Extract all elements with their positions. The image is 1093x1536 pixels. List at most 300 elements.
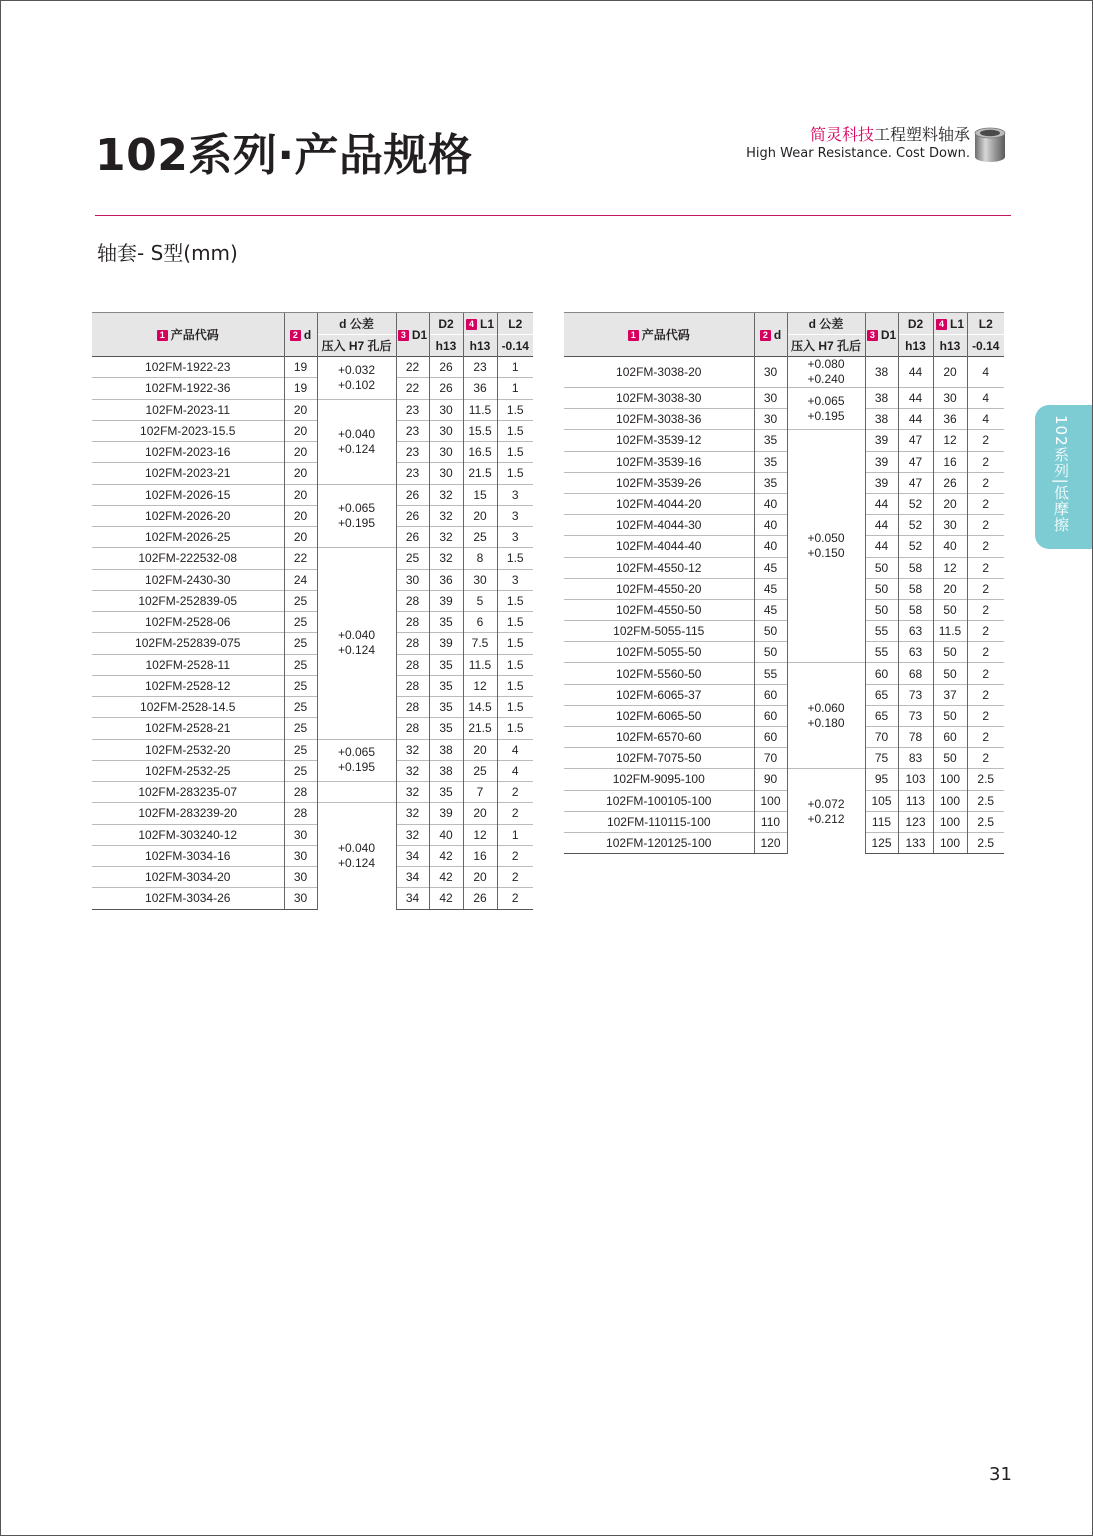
d2-cell: 38 [429,760,463,781]
tolerance-cell [317,399,396,484]
product-code-cell: 102FM-2023-16 [92,442,284,463]
l2-cell: 1 [497,378,533,399]
l2-cell: 2.5 [967,769,1004,790]
page-title: 102系列·产品规格 [95,130,473,181]
d2-cell: 30 [429,399,463,420]
table-row [564,451,1004,472]
l2-cell: 1.5 [497,548,533,569]
d2-cell: 30 [429,420,463,441]
l2-cell: 3 [497,505,533,526]
l1-cell: 7.5 [463,633,497,654]
d-cell: 60 [754,684,787,705]
product-code-cell: 102FM-4550-50 [564,599,754,620]
header-l1 [463,313,497,335]
product-code-cell: 102FM-2528-12 [92,675,284,696]
d2-cell: 52 [898,515,933,536]
d1-cell: 28 [396,675,429,696]
l2-cell: 4 [967,357,1004,388]
l2-cell: 1.5 [497,399,533,420]
d-cell: 25 [284,739,317,760]
d-cell: 25 [284,675,317,696]
d1-cell: 50 [865,557,898,578]
l1-cell: 16.5 [463,442,497,463]
table-row [92,420,533,441]
d-cell: 24 [284,569,317,590]
l1-cell: 23 [463,357,497,378]
header-label: 产品代码 [641,327,690,342]
d-cell: 120 [754,832,787,853]
d2-cell: 35 [429,782,463,803]
d-cell: 19 [284,378,317,399]
l2-cell: 2.5 [967,790,1004,811]
d1-cell: 70 [865,727,898,748]
table-row [92,590,533,611]
d1-cell: 105 [865,790,898,811]
table-row [564,472,1004,493]
d1-cell: 23 [396,463,429,484]
d2-cell: 58 [898,578,933,599]
table-row [92,697,533,718]
table-row [564,409,1004,430]
d2-cell: 58 [898,599,933,620]
product-code-cell: 102FM-2532-25 [92,760,284,781]
d2-cell: 40 [429,824,463,845]
l1-cell: 12 [463,675,497,696]
d1-cell: 28 [396,633,429,654]
d2-cell: 35 [429,718,463,739]
l2-cell: 4 [967,409,1004,430]
product-code-cell: 102FM-1922-36 [92,378,284,399]
l1-cell: 26 [463,888,497,909]
l1-cell: 20 [463,505,497,526]
d1-cell: 39 [865,472,898,493]
header-label: D1 [880,327,897,342]
column-number-badge: 2 [290,330,301,341]
d2-cell: 63 [898,642,933,663]
d2-cell: 32 [429,527,463,548]
l2-cell: 2 [497,888,533,909]
tolerance-cell [317,548,396,739]
table-row [564,515,1004,536]
spec-table-right [564,312,1004,854]
l1-cell: 16 [463,845,497,866]
d-cell: 45 [754,578,787,599]
table-row [92,378,533,399]
spec-table-left-body [92,357,533,910]
d1-cell: 34 [396,867,429,888]
l2-cell: 1.5 [497,697,533,718]
product-code-cell: 102FM-2532-20 [92,739,284,760]
product-code-cell: 102FM-3539-26 [564,472,754,493]
header-d [284,313,317,357]
l2-cell: 1.5 [497,590,533,611]
table-row [564,536,1004,557]
l1-cell: 20 [933,578,967,599]
header-label: D1 [411,327,428,342]
d1-cell: 38 [865,357,898,388]
d-cell: 30 [284,845,317,866]
tolerance-upper: +0.065 [337,500,376,515]
l2-cell: 1.5 [497,420,533,441]
tolerance-lower: +0.195 [337,515,376,530]
product-code-cell: 102FM-2528-06 [92,612,284,633]
l2-cell: 1.5 [497,718,533,739]
table-row [564,493,1004,514]
table-row [92,845,533,866]
header-l2: L2 [967,313,1004,335]
tolerance-lower: +0.102 [337,377,376,392]
d2-cell: 42 [429,867,463,888]
l2-cell: 2 [967,472,1004,493]
l1-cell: 100 [933,790,967,811]
d2-cell: 68 [898,663,933,684]
d2-cell: 44 [898,357,933,388]
d-cell: 20 [284,484,317,505]
table-row [92,463,533,484]
tolerance-cell [317,803,396,909]
table-row [564,684,1004,705]
l2-cell: 2 [497,803,533,824]
d-cell: 45 [754,599,787,620]
product-code-cell: 102FM-6570-60 [564,727,754,748]
product-code-cell: 102FM-4550-12 [564,557,754,578]
d1-cell: 65 [865,684,898,705]
column-number-badge: 1 [628,330,639,341]
d2-cell: 39 [429,633,463,654]
d2-cell: 26 [429,357,463,378]
tolerance-upper: +0.065 [807,393,845,408]
d2-cell: 123 [898,811,933,832]
d-cell: 25 [284,718,317,739]
product-code-cell: 102FM-3038-36 [564,409,754,430]
table-row [564,599,1004,620]
l1-cell: 20 [933,357,967,388]
table-row [564,621,1004,642]
l2-cell: 2 [967,727,1004,748]
l1-cell: 8 [463,548,497,569]
d2-cell: 44 [898,409,933,430]
tolerance-cell [787,663,865,769]
tolerance-lower: +0.124 [337,856,376,871]
l1-cell: 36 [463,378,497,399]
product-code-cell: 102FM-4044-20 [564,493,754,514]
header-tolerance-sub: 压入 H7 孔后 [317,335,396,357]
table-row [92,612,533,633]
d2-cell: 83 [898,748,933,769]
d2-cell: 35 [429,697,463,718]
brand-name [746,125,970,145]
l1-cell: 37 [933,684,967,705]
d-cell: 20 [284,527,317,548]
d1-cell: 23 [396,420,429,441]
l2-cell: 2 [497,867,533,888]
table-row [564,642,1004,663]
l1-cell: 12 [463,824,497,845]
d1-cell: 55 [865,621,898,642]
d1-cell: 22 [396,357,429,378]
product-code-cell: 102FM-3034-20 [92,867,284,888]
d-cell: 25 [284,590,317,611]
tolerance-upper: +0.080 [807,357,845,371]
l1-cell: 30 [933,388,967,409]
product-code-cell: 102FM-4044-30 [564,515,754,536]
tolerance-upper: +0.040 [337,841,376,856]
d1-cell: 115 [865,811,898,832]
d1-cell: 50 [865,599,898,620]
l1-cell: 21.5 [463,463,497,484]
product-code-cell: 102FM-3038-20 [564,357,754,388]
l1-cell: 20 [463,803,497,824]
product-code-cell: 102FM-283235-07 [92,782,284,803]
product-code-cell: 102FM-2528-21 [92,718,284,739]
l2-cell: 1.5 [497,633,533,654]
d1-cell: 28 [396,654,429,675]
product-code-cell: 102FM-120125-100 [564,832,754,853]
l1-cell: 11.5 [933,621,967,642]
l1-cell: 50 [933,599,967,620]
d-cell: 28 [284,782,317,803]
l2-cell: 2 [967,748,1004,769]
l2-cell: 1.5 [497,612,533,633]
header-l1 [933,313,967,335]
l1-cell: 30 [463,569,497,590]
header-label: L1 [949,316,964,331]
l1-cell: 40 [933,536,967,557]
d-cell: 35 [754,472,787,493]
d1-cell: 28 [396,612,429,633]
tolerance-cell [787,388,865,430]
d-cell: 20 [284,399,317,420]
tolerance-upper: +0.060 [807,700,845,715]
d1-cell: 23 [396,442,429,463]
l1-cell: 20 [463,867,497,888]
d1-cell: 26 [396,484,429,505]
d2-cell: 78 [898,727,933,748]
product-code-cell: 102FM-283239-20 [92,803,284,824]
d1-cell: 55 [865,642,898,663]
product-code-cell: 102FM-4044-40 [564,536,754,557]
d1-cell: 32 [396,824,429,845]
d2-cell: 35 [429,612,463,633]
tolerance-upper: +0.040 [337,426,376,441]
d-cell: 25 [284,760,317,781]
d2-cell: 30 [429,463,463,484]
tolerance-lower: +0.240 [807,372,845,386]
d1-cell: 30 [396,569,429,590]
d-cell: 25 [284,612,317,633]
d2-cell: 35 [429,654,463,675]
l1-cell: 11.5 [463,654,497,675]
table-row [564,388,1004,409]
l2-cell: 3 [497,527,533,548]
d1-cell: 25 [396,548,429,569]
table-row [564,748,1004,769]
header-label: d [773,327,782,342]
d-cell: 90 [754,769,787,790]
d2-cell: 32 [429,484,463,505]
l1-cell: 21.5 [463,718,497,739]
l1-cell: 25 [463,527,497,548]
d1-cell: 75 [865,748,898,769]
l1-cell: 50 [933,705,967,726]
l2-cell: 2 [967,663,1004,684]
l1-cell: 36 [933,409,967,430]
l1-cell: 15 [463,484,497,505]
header-d [754,313,787,357]
d2-cell: 38 [429,739,463,760]
d1-cell: 32 [396,760,429,781]
header-tolerance-sub: 压入 H7 孔后 [787,335,865,357]
d1-cell: 32 [396,803,429,824]
tolerance-cell [317,782,396,803]
d-cell: 35 [754,451,787,472]
d2-cell: 63 [898,621,933,642]
tolerance-cell [787,357,865,388]
product-code-cell: 102FM-100105-100 [564,790,754,811]
l2-cell: 2 [497,845,533,866]
d-cell: 20 [284,420,317,441]
tolerance-lower: +0.195 [337,760,376,775]
product-code-cell: 102FM-252839-05 [92,590,284,611]
tolerance-cell [317,484,396,548]
l2-cell: 1 [497,824,533,845]
d2-cell: 32 [429,505,463,526]
l1-cell: 26 [933,472,967,493]
d1-cell: 39 [865,430,898,451]
product-code-cell: 102FM-303240-12 [92,824,284,845]
table-row [92,675,533,696]
table-row [92,484,533,505]
product-code-cell: 102FM-4550-20 [564,578,754,599]
d-cell: 25 [284,633,317,654]
table-row [92,760,533,781]
l1-cell: 12 [933,557,967,578]
d2-cell: 26 [429,378,463,399]
d-cell: 28 [284,803,317,824]
d2-cell: 30 [429,442,463,463]
d1-cell: 44 [865,515,898,536]
bushing-logo-icon [973,126,1007,164]
tolerance-upper: +0.032 [337,362,376,377]
product-code-cell: 102FM-2023-15.5 [92,420,284,441]
column-number-badge: 2 [760,330,771,341]
table-row [564,430,1004,451]
header-tolerance: d 公差 [317,313,396,335]
l2-cell: 2 [967,536,1004,557]
tolerance-lower: +0.212 [807,811,845,826]
brand-name-highlight: 简灵科技 [809,125,874,144]
table-row [564,769,1004,790]
column-number-badge: 4 [466,319,477,330]
d-cell: 60 [754,705,787,726]
product-code-cell: 102FM-3539-12 [564,430,754,451]
d-cell: 20 [284,442,317,463]
d1-cell: 34 [396,888,429,909]
d2-cell: 47 [898,430,933,451]
d2-cell: 52 [898,493,933,514]
table-row [92,527,533,548]
header-product-code [92,313,284,357]
table-row [564,663,1004,684]
d1-cell: 32 [396,782,429,803]
tolerance-lower: +0.180 [807,715,845,730]
header-l2-sub: -0.14 [497,335,533,357]
page-number: 31 [989,1464,1012,1485]
header-d1 [396,313,429,357]
product-code-cell: 102FM-7075-50 [564,748,754,769]
l2-cell: 2 [967,493,1004,514]
d-cell: 45 [754,557,787,578]
tolerance-upper: +0.072 [807,796,845,811]
l2-cell: 2 [967,642,1004,663]
d-cell: 19 [284,357,317,378]
d1-cell: 38 [865,388,898,409]
d-cell: 20 [284,505,317,526]
table-row [92,888,533,909]
header-d1 [865,313,898,357]
d2-cell: 47 [898,451,933,472]
product-code-cell: 102FM-110115-100 [564,811,754,832]
d-cell: 50 [754,621,787,642]
header-label: L1 [479,316,494,331]
l1-cell: 6 [463,612,497,633]
header-l1-sub: h13 [933,335,967,357]
header-l2-sub: -0.14 [967,335,1004,357]
d-cell: 55 [754,663,787,684]
spec-table-left [92,312,533,910]
d1-cell: 34 [396,845,429,866]
series-side-tab [1035,405,1093,549]
d1-cell: 28 [396,718,429,739]
l2-cell: 1.5 [497,442,533,463]
d1-cell: 28 [396,697,429,718]
l1-cell: 100 [933,832,967,853]
product-code-cell: 102FM-3034-26 [92,888,284,909]
l1-cell: 100 [933,769,967,790]
d-cell: 25 [284,654,317,675]
l1-cell: 20 [933,493,967,514]
d1-cell: 44 [865,536,898,557]
d2-cell: 42 [429,845,463,866]
product-code-cell: 102FM-2430-30 [92,569,284,590]
d2-cell: 32 [429,548,463,569]
tolerance-lower: +0.195 [807,408,845,423]
d-cell: 25 [284,697,317,718]
product-code-cell: 102FM-2023-11 [92,399,284,420]
product-code-cell: 102FM-6065-50 [564,705,754,726]
d2-cell: 39 [429,803,463,824]
header-d2-sub: h13 [898,335,933,357]
table-row [92,633,533,654]
d2-cell: 73 [898,705,933,726]
tolerance-cell [787,430,865,663]
d1-cell: 23 [396,399,429,420]
l1-cell: 60 [933,727,967,748]
product-code-cell: 102FM-252839-075 [92,633,284,654]
d1-cell: 28 [396,590,429,611]
table-row [564,832,1004,853]
table-row [92,739,533,760]
header-l2: L2 [497,313,533,335]
l2-cell: 2.5 [967,811,1004,832]
d1-cell: 60 [865,663,898,684]
tolerance-lower: +0.124 [337,441,376,456]
tolerance-lower: +0.124 [337,643,376,658]
d2-cell: 52 [898,536,933,557]
d-cell: 22 [284,548,317,569]
tolerance-cell [317,739,396,782]
tolerance-upper: +0.050 [807,531,845,546]
